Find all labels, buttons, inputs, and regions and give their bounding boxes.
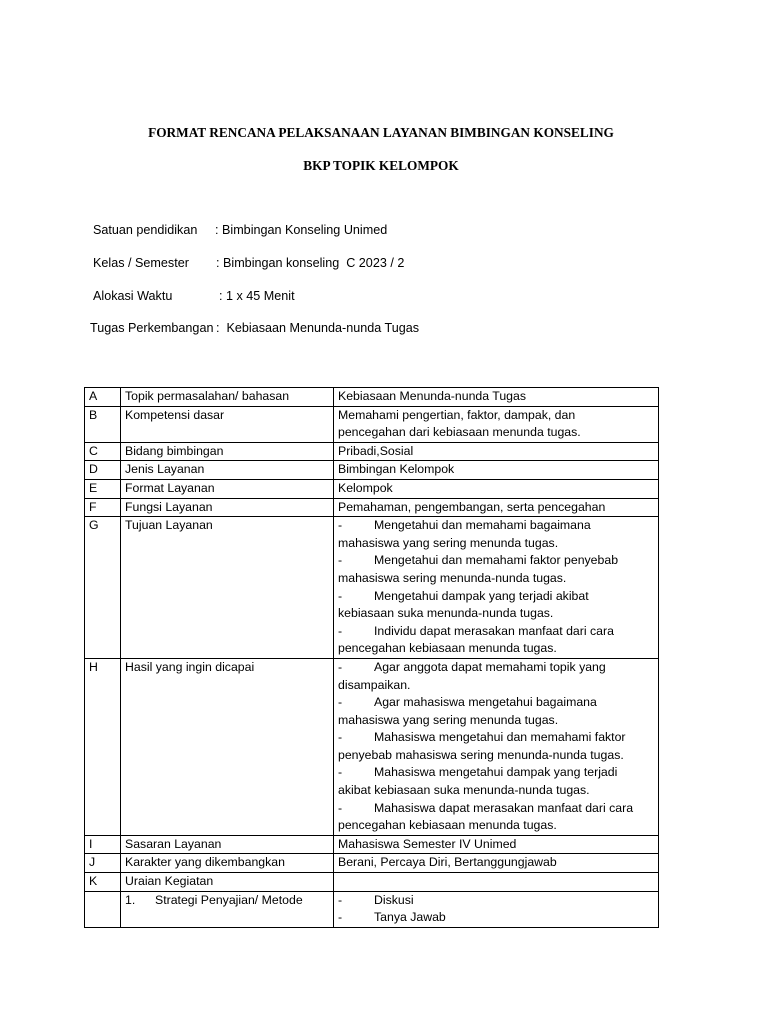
info-kelas-label: Kelas / Semester — [93, 256, 189, 270]
bullet-item-cont: mahasiswa yang sering menunda tugas. — [338, 535, 559, 550]
bullet-item-cont: mahasiswa sering menunda-nunda tugas. — [338, 570, 567, 585]
row-value: Kebiasaan Menunda-nunda Tugas — [334, 388, 659, 407]
table-row — [85, 873, 659, 892]
bullet-item: - Individu dapat merasakan manfaat dari cara — [338, 623, 654, 641]
row-code: K — [85, 873, 121, 892]
bullet-list — [334, 658, 659, 835]
info-kelas-value: : Bimbingan konseling C 2023 / 2 — [216, 256, 405, 270]
bullet-item: - Mahasiswa dapat merasakan manfaat dari cara — [338, 800, 654, 818]
dash-marker: - — [338, 695, 343, 710]
info-alokasi-value: : 1 x 45 Menit — [219, 289, 295, 303]
bullet-item: - Mengetahui dampak yang terjadi akibat — [338, 588, 654, 606]
row-code: I — [85, 835, 121, 854]
value-line: pencegahan dari kebiasaan menunda tugas. — [338, 425, 581, 440]
row-label: Format Layanan — [121, 479, 334, 498]
row-value — [334, 406, 659, 442]
info-satuan-label: Satuan pendidikan — [93, 223, 198, 237]
row-code: C — [85, 442, 121, 461]
row-code: J — [85, 854, 121, 873]
dash-marker: - — [338, 553, 343, 568]
row-code: B — [85, 406, 121, 442]
dash-marker: - — [338, 588, 343, 603]
row-label: Fungsi Layanan — [121, 498, 334, 517]
dash-marker: - — [338, 623, 343, 638]
value-line: Memahami pengertian, faktor, dampak, dan — [338, 407, 576, 422]
row-value: Bimbingan Kelompok — [334, 461, 659, 480]
row-label: Uraian Kegiatan — [121, 873, 334, 892]
row-value: Kelompok — [334, 479, 659, 498]
document-title: FORMAT RENCANA PELAKSANAAN LAYANAN BIMBINGAN KONSELING — [148, 125, 614, 140]
row-code: D — [85, 461, 121, 480]
row-code: E — [85, 479, 121, 498]
dash-marker: - — [338, 910, 343, 925]
info-tugas-label: Tugas Perkembangan — [90, 321, 214, 335]
bullet-item: - Tanya Jawab — [338, 909, 654, 927]
row-label: Jenis Layanan — [121, 461, 334, 480]
dash-marker: - — [338, 730, 343, 745]
document-subtitle: BKP TOPIK KELOMPOK — [303, 158, 459, 173]
bullet-list — [334, 517, 659, 659]
table-row — [85, 442, 659, 461]
bullet-item-cont: penyebab mahasiswa sering menunda-nunda tugas. — [338, 747, 624, 762]
item-number: 1. — [125, 892, 136, 907]
row-value: Pemahaman, pengembangan, serta pencegahan — [334, 498, 659, 517]
row-label: Karakter yang dikembangkan — [121, 854, 334, 873]
bullet-item-cont: akibat kebiasaan suka menunda-nunda tugas. — [338, 783, 590, 798]
info-alokasi-label: Alokasi Waktu — [93, 289, 173, 303]
table-row — [85, 388, 659, 407]
row-code: G — [85, 517, 121, 659]
row-label: Bidang bimbingan — [121, 442, 334, 461]
rpl-table — [84, 387, 659, 928]
row-value: Pribadi,Sosial — [334, 442, 659, 461]
table-row — [85, 854, 659, 873]
info-tugas — [90, 321, 419, 335]
bullet-item-cont: disampaikan. — [338, 677, 411, 692]
dash-marker: - — [338, 892, 343, 907]
row-code: A — [85, 388, 121, 407]
row-code: H — [85, 658, 121, 835]
info-kelas — [93, 256, 404, 270]
dash-marker: - — [338, 518, 343, 533]
row-label: Tujuan Layanan — [121, 517, 334, 659]
dash-marker: - — [338, 800, 343, 815]
row-code: F — [85, 498, 121, 517]
bullet-item-cont: pencegahan kebiasaan menunda tugas. — [338, 641, 557, 656]
row-label: Kompetensi dasar — [121, 406, 334, 442]
row-label: 1. Strategi Penyajian/ Metode — [121, 891, 334, 927]
bullet-item-cont: mahasiswa yang sering menunda tugas. — [338, 712, 559, 727]
table-row — [85, 517, 659, 659]
table-row — [85, 835, 659, 854]
row-code — [85, 891, 121, 927]
table-row — [85, 658, 659, 835]
bullet-item: - Diskusi — [338, 892, 654, 910]
info-satuan — [93, 223, 387, 237]
table-row — [85, 479, 659, 498]
table-row — [85, 406, 659, 442]
dash-marker: - — [338, 765, 343, 780]
bullet-item: - Agar mahasiswa mengetahui bagaimana — [338, 694, 654, 712]
row-value: Mahasiswa Semester IV Unimed — [334, 835, 659, 854]
info-alokasi — [93, 289, 295, 303]
bullet-item-cont: kebiasaan suka menunda-nunda tugas. — [338, 606, 554, 621]
bullet-item: - Mahasiswa mengetahui dampak yang terjadi — [338, 764, 654, 782]
info-tugas-value: : Kebiasaan Menunda-nunda Tugas — [216, 321, 420, 335]
dash-marker: - — [338, 659, 343, 674]
bullet-item: - Agar anggota dapat memahami topik yang — [338, 659, 654, 677]
bullet-item-cont: pencegahan kebiasaan menunda tugas. — [338, 818, 557, 833]
row-value — [334, 873, 659, 892]
row-label: Sasaran Layanan — [121, 835, 334, 854]
info-satuan-value: : Bimbingan Konseling Unimed — [215, 223, 388, 237]
table-row — [85, 498, 659, 517]
table-row — [85, 891, 659, 927]
row-label: Topik permasalahan/ bahasan — [121, 388, 334, 407]
bullet-list — [334, 891, 659, 927]
bullet-item: - Mengetahui dan memahami bagaimana — [338, 517, 654, 535]
bullet-item: - Mengetahui dan memahami faktor penyebab — [338, 552, 654, 570]
row-value: Berani, Percaya Diri, Bertanggungjawab — [334, 854, 659, 873]
table-row — [85, 461, 659, 480]
row-label: Hasil yang ingin dicapai — [121, 658, 334, 835]
bullet-item: - Mahasiswa mengetahui dan memahami faktor — [338, 729, 654, 747]
